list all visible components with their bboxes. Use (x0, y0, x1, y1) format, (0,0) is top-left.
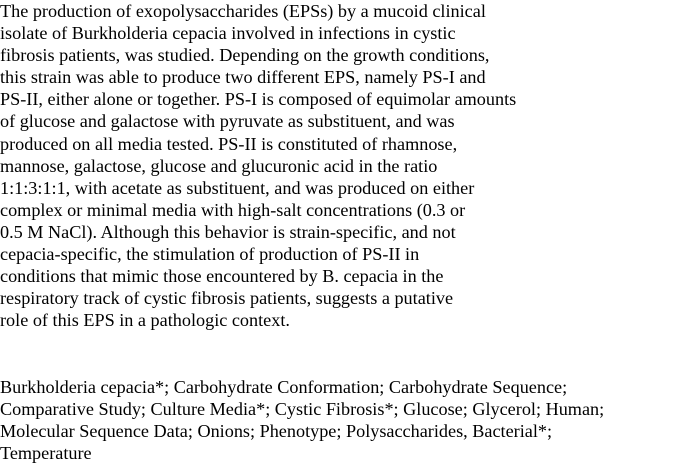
abstract-line: complex or minimal media with high-salt concentrations (0.3 or (0, 199, 466, 220)
abstract-line: fibrosis patients, was studied. Depending on the growth conditions, (0, 45, 490, 66)
abstract-line: cepacia-specific, the stimulation of production of PS-II in (0, 244, 420, 265)
abstract-line: The production of exopolysaccharides (EPSs) by a mucoid clinical (0, 1, 486, 21)
abstract-line: of glucose and galactose with pyruvate as substituent, and was (0, 111, 455, 132)
abstract-line: 1:1:3:1:1, with acetate as substituent, and was produced on either (0, 177, 475, 198)
abstract-line: PS-II, either alone or together. PS-I is composed of equimolar amounts (0, 89, 517, 110)
abstract-line: conditions that mimic those encountered by B. cepacia in the (0, 266, 444, 287)
keywords-line: Burkholderia cepacia*; Carbohydrate Conformation; Carbohydrate Sequence; (0, 377, 568, 397)
abstract-line: produced on all media tested. PS-II is constituted of rhamnose, (0, 133, 458, 154)
abstract-line: respiratory track of cystic fibrosis patients, suggests a putative (0, 288, 454, 309)
keywords-line: Temperature (0, 443, 92, 464)
abstract-line: isolate of Burkholderia cepacia involved in infections in cystic (0, 23, 456, 44)
keywords-line: Molecular Sequence Data; Onions; Phenotype; Polysaccharides, Bacterial*; (0, 421, 553, 442)
abstract-line: role of this EPS in a pathologic context. (0, 310, 290, 331)
abstract-line: this strain was able to produce two different EPS, namely PS-I and (0, 67, 486, 88)
abstract-line: 0.5 M NaCl). Although this behavior is strain-specific, and not (0, 221, 456, 242)
keywords-paragraph (0, 376, 604, 464)
abstract-line: mannose, galactose, glucose and glucuronic acid in the ratio (0, 155, 438, 176)
keywords-line: Comparative Study; Culture Media*; Cystic Fibrosis*; Glucose; Glycerol; Human; (0, 399, 605, 420)
